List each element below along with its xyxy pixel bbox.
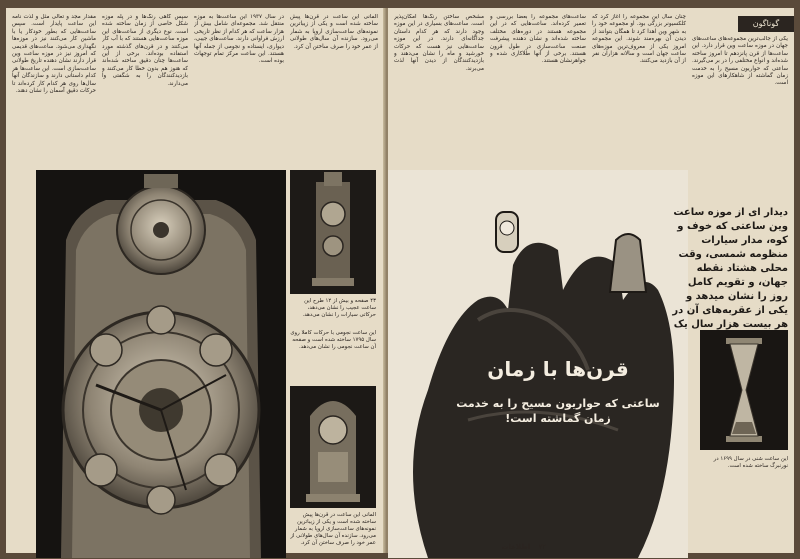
paragraph: آلمانی این ساعت در قرن‌ها پیش ساخته شده است و یکی از زیباترین نمونه‌های ساعت‌سازی اروپا به شمار می‌رود. سازنده آن سال‌های طولانی از عمر خود را صرف ساختن آن کرد. (290, 14, 378, 50)
page-footer (396, 543, 546, 551)
text-column (194, 14, 284, 164)
feature-subtitle: ساعتی که حواریون مسیح را به خدمت زمان گماشته است! (456, 397, 660, 425)
paragraph: مشخص ساختن رنگ‌ها امکان‌پذیر است. ساعت‌های بسیاری در این موزه وجود دارند که هر کدام داستان جداگانه‌ای دارند. در این موزه ساعت‌هایی نیز هست که حرکات خورشید و ماه را نشان می‌دهند و بازدیدکنندگان از دیدن آنها لذت می‌برند. (394, 14, 484, 72)
text-column (490, 14, 586, 164)
clock-illustration (36, 170, 286, 558)
text-column (102, 14, 188, 164)
text-column (592, 14, 686, 164)
tower-clock-illustration (290, 170, 376, 294)
photo-caption: آلمانی این ساعت در قرن‌ها پیش ساخته شده است و یکی از زیباترین نمونه‌های ساعت‌سازی اروپا به شمار می‌رود. سازنده آن سال‌های طولانی از عمر خود را صرف ساختن آن کرد. (290, 512, 376, 546)
photo-caption: این ساعت نجومی با حرکات کاملا روی سال ۱۷۹۵ ساخته شده است و صفحه آن ساعت نجومی را نشان می‌دهد. (290, 330, 376, 350)
text-column (290, 14, 378, 164)
paragraph: چنان سال این مجموعه را آغاز کرد که کلکسیونر بزرگی بود. او مجموعه خود را به شهر وین اهدا کرد تا همگان بتوانند از دیدن آن بهره‌مند شوند. این مجموعه امروز یکی از معروف‌ترین موزه‌های ساعت جهان است و سالانه هزاران نفر از آن بازدید می‌کنند. (592, 14, 686, 65)
text-column (394, 14, 484, 164)
hourglass-photo (700, 330, 788, 450)
paragraph: یکی از جالب‌ترین مجموعه‌های ساعت‌های جهان در موزه ساعت وین قرار دارد. این ساعت‌ها از قرن پانزدهم تا امروز ساخته شده‌اند و انواع مختلفی را در بر می‌گیرند. ساعتی که حواریون مسیح را به خدمت زمان گماشته از شاهکارهای این موزه است. (692, 36, 788, 87)
right-page (388, 8, 794, 553)
paragraph: ساعت‌های مجموعه را بعضاً بررسی و تعمیر کرده‌اند. ساعت‌هایی که در این مجموعه هستند در دوره‌های مختلف ساخته شده‌اند و نشان دهنده پیشرفت صنعت ساعت‌سازی در طول قرون هستند. برخی از آنها طلاکاری شده و جواهرنشان هستند. (490, 14, 586, 65)
pendulum-clock-photo (290, 386, 376, 508)
ornate-clock-illustration (290, 386, 376, 508)
paragraph: سپس گاهی رنگ‌ها و در پله موزه شکل خاصی از زمان ساخته شده است. نوع دیگری از ساعت‌های این موزه ساعت‌هایی هستند که با آب کار می‌کنند و در قرن‌های گذشته مورد استفاده بوده‌اند. برخی از این ساعت‌ها چنان دقیق ساخته شده‌اند که هنوز هم بدون خطا کار می‌کنند و بازدیدکنندگان را به شگفتی وا می‌دارند. (102, 14, 188, 87)
magazine-name: اطلاعات (501, 543, 531, 551)
small-clock-photo (290, 170, 376, 294)
feature-title: قرن‌ها با زمان (487, 357, 629, 381)
text-column (12, 14, 96, 164)
feature-intro: دیدار ای از موزه ساعت وین ساعتی که خوف و کوه، مدار سیارات منظومه شمسی، وقت محلی هشتاد نقطه جهان، و تقویم کامل روز را نشان میدهد و یکی از عقربه‌های آن در هر بیست هزار سال یک (672, 207, 788, 330)
left-page (6, 8, 386, 553)
text-column (692, 36, 788, 164)
astronomical-clock-photo (36, 170, 286, 558)
page-number: ۷۲ (538, 543, 546, 551)
photo-caption: این ساعت شنی در سال ۱۶۹۹ در نورنبرگ ساخته شده است. (713, 456, 788, 469)
hand-with-clock-photo (388, 170, 688, 558)
paragraph: مقدار مجد و تعالی مثل و لذت نامه این ساعت پایدار است. سپس ساعت‌هایی که بطور خودکار یا با ماشین کار می‌کنند نیز در موزه‌ها نگهداری می‌شود. ساعت‌های قدیمی که امروز نیز در موزه ساعت وین قرار دارند نشان دهنده تاریخ طولانی ساعت‌سازی است. این ساعت‌ها هر کدام داستانی دارند و سازندگان آنها سال‌ها روی هر کدام کار کرده‌اند تا حرکات دقیق آسمان را نشان دهند. (12, 14, 96, 95)
photo-caption: ۴۳ صفحه و بیش از ۱۲ طرح این ساعت عجیب را نشان می‌دهد، حرکاتی سیارات را نشان می‌دهد. (302, 298, 376, 318)
hourglass-illustration (700, 330, 788, 450)
paragraph: در سال ۱۹۳۷ این ساعت‌ها به موزه منتقل شد. مجموعه‌ای شامل بیش از هزار ساعت که هر کدام از نظر تاریخی ارزش فراوانی دارند. ساعت‌های جیبی، دیواری، ایستاده و نجومی از جمله آنها هستند. این ساعت مرکز تمام توجهات بوده است. (194, 14, 284, 65)
section-tab: گوناگون (738, 16, 794, 32)
